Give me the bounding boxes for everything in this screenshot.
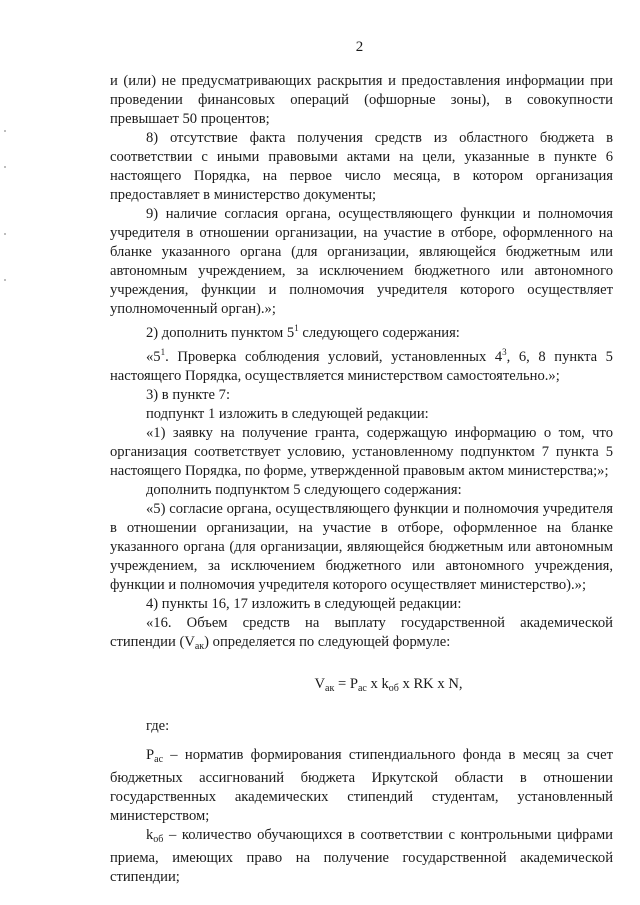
text-span: . Проверка соблюдения условий, установленных 4 bbox=[165, 349, 503, 365]
paragraph: дополнить подпунктом 5 следующего содержания: bbox=[146, 482, 462, 498]
text-span: P bbox=[146, 747, 155, 763]
paragraph: «5) согласие органа, осуществляющего функции и полномочия учредителя в отношении организации, на участие в отборе, оформленное на бланке указанного органа (для организации, являющейся бюджетным или автономным учреждением, за исключением бюджетного или автономного учреждения, функции и полномочия учредителя которого осуществляет министерство).»; bbox=[110, 501, 613, 593]
document-page bbox=[110, 38, 613, 887]
superscript: 3 bbox=[502, 347, 507, 357]
superscript: 1 bbox=[294, 323, 299, 333]
paragraph bbox=[110, 343, 613, 386]
paragraph: и (или) не предусматривающих раскрытия и предоставления информации при проведении финансовых операций (офшорные зоны), в совокупности превышает 50 процентов; bbox=[110, 73, 613, 127]
paragraph: «1) заявку на получение гранта, содержащую информацию о том, что организация соответствует условию, установленному подпунктом 7 пункта 5 настоящего Порядка, по форме, утвержденной правовым актом министерства;»; bbox=[110, 425, 613, 479]
paragraph: 3) в пункте 7: bbox=[146, 387, 231, 403]
paragraph bbox=[110, 614, 613, 656]
formula-sub: об bbox=[388, 683, 399, 694]
text-span: k bbox=[146, 827, 154, 843]
paragraph bbox=[110, 826, 613, 887]
formula-text: = P bbox=[334, 676, 358, 692]
subscript: ас bbox=[154, 754, 164, 765]
margin-mark bbox=[4, 130, 6, 132]
text-span: – норматив формирования стипендиального фонда в месяц за счет бюджетных ассигнований бюджета Иркутской области в отношении государственных академических стипендий студентам, установленный министерством; bbox=[110, 747, 613, 824]
paragraph: 4) пункты 16, 17 изложить в следующей редакции: bbox=[146, 596, 462, 612]
page-number: 2 bbox=[355, 39, 364, 55]
paragraph bbox=[110, 746, 613, 826]
paragraph: где: bbox=[146, 718, 170, 734]
subscript: об bbox=[153, 834, 164, 845]
spacer bbox=[110, 736, 613, 746]
paragraph bbox=[110, 319, 613, 343]
paragraph: 8) отсутствие факта получения средств из областного бюджета в соответствии с иными правовыми актами на цели, указанные в пункте 6 настоящего Порядка, на первое число месяца, в котором организация предоставляет в министерство документы; bbox=[110, 130, 613, 203]
text-span: следующего содержания: bbox=[298, 325, 460, 341]
margin-mark bbox=[4, 166, 6, 168]
text-span: «16. Объем средств на выплату государственной академической стипендии (V bbox=[110, 615, 613, 650]
margin-mark bbox=[4, 233, 6, 235]
formula-text: x RK x N, bbox=[398, 676, 463, 692]
formula-text: x k bbox=[366, 676, 389, 692]
superscript: 1 bbox=[160, 347, 166, 357]
formula-sub: ак bbox=[325, 683, 335, 694]
formula-var: V bbox=[314, 676, 326, 692]
text-span: – количество обучающихся в соответствии с контрольными цифрами приема, имеющих право на получение государственной академической стипендии; bbox=[110, 827, 613, 885]
text-span: 2) дополнить пунктом 5 bbox=[146, 325, 295, 341]
text-span: ) определяется по следующей формуле: bbox=[204, 634, 451, 650]
formula bbox=[110, 675, 613, 698]
subscript: ак bbox=[194, 641, 205, 652]
formula-sub: ас bbox=[357, 683, 367, 694]
text-span: , 6, 8 пункта 5 настоящего Порядка, осуществляется министерством самостоятельно.»; bbox=[110, 349, 613, 384]
margin-mark bbox=[4, 279, 6, 281]
paragraph: подпункт 1 изложить в следующей редакции: bbox=[146, 406, 429, 422]
text-span: «5 bbox=[146, 349, 161, 365]
paragraph: 9) наличие согласия органа, осуществляющего функции и полномочия учредителя в отношении организации, на участие в отборе, оформленного на бланке указанного органа (для организации, являющейся бюджетным или автономным учреждением, за исключением бюджетного или автономного учреждения, функции и полномочия учредителя которого осуществляет уполномоченный орган).»; bbox=[110, 206, 613, 317]
